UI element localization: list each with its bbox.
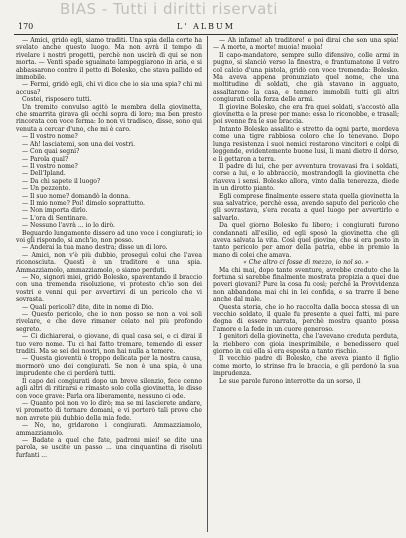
paragraph: — Amici, non v'è più dubbio, proseguì colui che l'avea riconosciuta. Questi è un traditore e una spia. Ammazziamolo, ammazziamolo, o siamo perduti.: [16, 251, 202, 274]
paragraph: — Badate a quel che fate, padroni miei! se dite una parola, se uscite un passo ... una cinquantina di risoluti furfanti ...: [16, 436, 202, 459]
quotation: « Che altro ci fosse di mezzo, io nol so. »: [243, 259, 369, 267]
paragraph: — Amici, gridò egli, siamo traditi. Una spia della corte ha svelato anche questo luogo. Ma non avrà il tempo di rivelare i nostri progetti, perchè non uscirà di qui se non morta. — Venti spade sguainate lampeggiarono in aria, e si abbassarono contro il petto di Bolesko, che stava pallido ed immobile.: [16, 37, 202, 82]
page-header: [14, 22, 398, 34]
paragraph: — L'ora di Sentinare.: [22, 214, 88, 222]
paragraph: Il vecchio padre di Bolesko, che aveva pianto il figlio come morto, lo strinse fra le braccia, e gli perdonò la sua imprudenza.: [213, 355, 399, 378]
paragraph: — Dell'Ipland.: [22, 170, 66, 178]
paragraph: I genitori della giovinetta, che l'avevano creduta perduta, la riebbero con gioia inesprimibile, e benedissero quel giorno in cui ella si era esposta a tanto rischio.: [213, 333, 399, 356]
watermark: BIAS - Tutti i diritti riservati: [60, 0, 278, 18]
paragraph: — Parola qual?: [22, 155, 69, 163]
paragraph: Questa storia, che io ho raccolta dalla bocca stessa di un vecchio soldato, il quale fu presente a quei fatti, mi pare degna di essere narrata, perchè mostra quanto possa l'amore e la fede in un cuore generoso.: [213, 303, 399, 333]
paragraph: — Ah infame! ah traditore! e poi dirai che son una spia! — A morte, a morte! muoia! muoia!: [213, 37, 399, 52]
paragraph: Il giovine Bolesko, che era fra quei soldati, s'accostò alla giovinetta e la prese per mano: essa lo riconobbe, e trasalì; poi svenne fra le sue braccia.: [213, 103, 399, 126]
paragraph: — Da chi sapete il luogo?: [22, 177, 101, 185]
paragraph: Il padre di lui, che per avventura trovavasi fra i soldati, corse a lui, e lo abbracciò, mostrandogli la giovinetta che riaveva i sensi. Bolesko allora, vinto dalla tenerezza, diede in un dirotto pianto.: [213, 162, 399, 193]
paragraph: — Con quai segni?: [22, 148, 80, 156]
paragraph: Beguardo lungamente dissero ad uno voce i congiurati; io voi gli rispondo, sì anch'io, non posso.: [16, 229, 202, 244]
paragraph: Il capo dei congiurati dopo un breve silenzio, fece cenno agli altri di ritirarsi e rimasto solo colla giovinetta, le disse con voce grave: Parla ora liberamente, nessuno ci ode.: [16, 377, 202, 400]
paragraph: Il capo-mandatore, sempre sullo difensivo, colle armi in pugno, si slanciò verso la finestra, e frantumatone il vetro col calcio d'una pistola, gridò con voce tremenda: Bolesko. Ma aveva appena pronunziato quel nome, che una moltitudine di soldati, che già stavano in agguato, assaltarono la casa, e tennero immobili tutti gli altri congiurati colla forza delle armi.: [213, 51, 399, 104]
column-separator: [207, 36, 208, 532]
paragraph: — Ci dichiarerai, o giovane, di qual casa sei, e ci dirai il tuo vero nome. Tu ci hai fatto tremare, temendo di esser traditi. Ma se sei dei nostri, non hai nulla a temere.: [16, 333, 202, 356]
paragraph: Le sue parole furono interrotte da un sorso, il: [219, 377, 361, 385]
page-number: 170: [18, 22, 34, 31]
right-column: [213, 37, 399, 531]
paragraph: Ma chi mai, dopo tante sventure, avrebbe creduto che la fortuna si sarebbe finalmente mostrata propizia a quei due poveri giovani? Pure la cosa fu così; perchè la Provvidenza non abbandona mai chi in lei confida, e sa trarre il bene anche dal male.: [213, 266, 399, 304]
paragraph: Egli comprese finalmente essere stata quella giovinetta la sua salvatrice, perchè essa, avendo saputo del pericolo che gli sovrastava, s'era recata a quel luogo per avvertirlo e salvarlo.: [213, 192, 399, 222]
paragraph: — Fermi, gridò egli, chi vi dice che io sia una spia? chi mi accusa?: [16, 81, 202, 96]
paragraph: — Ah! lasciatemi, son una dei vostri.: [22, 140, 136, 148]
paragraph: — Il vostro nome?: [22, 133, 78, 141]
paragraph: — Il suo nome? domandò la donna.: [22, 192, 131, 200]
paragraph: — Anderai la tua mano destra; disse un di loro.: [22, 244, 168, 252]
paragraph: Intanto Bolesko assalito e stretto da ogni parte, mordeva come una tigre rabbiosa coloro che lo tenevano. Dopo lunga resistenza i suoi nemici restarono vincitori e colpi di leggende, evidentemente buone lusi, li mani dietro il dorso, e li gettaron a terra.: [213, 125, 399, 163]
paragraph: Da quel giorno Bolesko fu libero; i congiurati furono condannati all'esilio, ed egli sposò la giovinetta che gli aveva salvata la vita. Così quel giovine, che si era posto in tanto pericolo per amor della patria, ebbe in premio la mano di colei che amava.: [213, 222, 399, 259]
paragraph: — Quanto poi non vo lo dirò; ma se mi lascierete andare, vi prometto di tornare domani, e vi porterò tali prove che non avrete più dubbio della mia fede.: [16, 399, 202, 422]
paragraph: — Nessuno l'avrà ... io lo dirò.: [22, 222, 115, 230]
left-column: [16, 37, 202, 531]
running-title: L' ALBUM: [177, 22, 235, 31]
paragraph: — Questo pericolo, che io non posso se non a voi soli rivelare, e che deve rimaner celato nel più profondo segreto.: [16, 311, 202, 333]
paragraph: — No, signori miei, gridò Bolesko, spaventando il braccio con una tremenda risoluzione, vi protesto ch'io son dei vostri e venni qui per avvertirvi di un pericolo che vi sovrasta.: [16, 274, 202, 304]
paragraph: — Quali pericoli? dite, dite in nome di Dio.: [22, 303, 154, 311]
paragraph: — Il vostro nome?: [22, 162, 78, 170]
paragraph: Un tremito convulso agitò le membra della giovinetta, che smarrita girava gli occhi sopra di loro; ma ben presto rincorata con voce ferma: Io non vi tradisco, disse, sono qui venuta a cercar d'uno, che mi è caro.: [16, 103, 202, 133]
paragraph: — Un pezzente.: [22, 185, 71, 193]
paragraph: — Questa gioventù è troppo delicata per la nostra causa, mormorò uno dei congiurati. Se non è una spia, è una imprudente che ci perderà tutti.: [16, 355, 202, 378]
paragraph: — Non importa dirlo.: [22, 207, 88, 215]
header-rule: [14, 34, 398, 35]
paragraph: — No, no, gridarono i congiurati. Ammazziamolo, ammazziamolo.: [16, 422, 202, 437]
paragraph: Costei, risposero tutti.: [22, 96, 92, 104]
paragraph: — Il mio nome? Poi! dimelo soprattutto.: [22, 199, 145, 207]
